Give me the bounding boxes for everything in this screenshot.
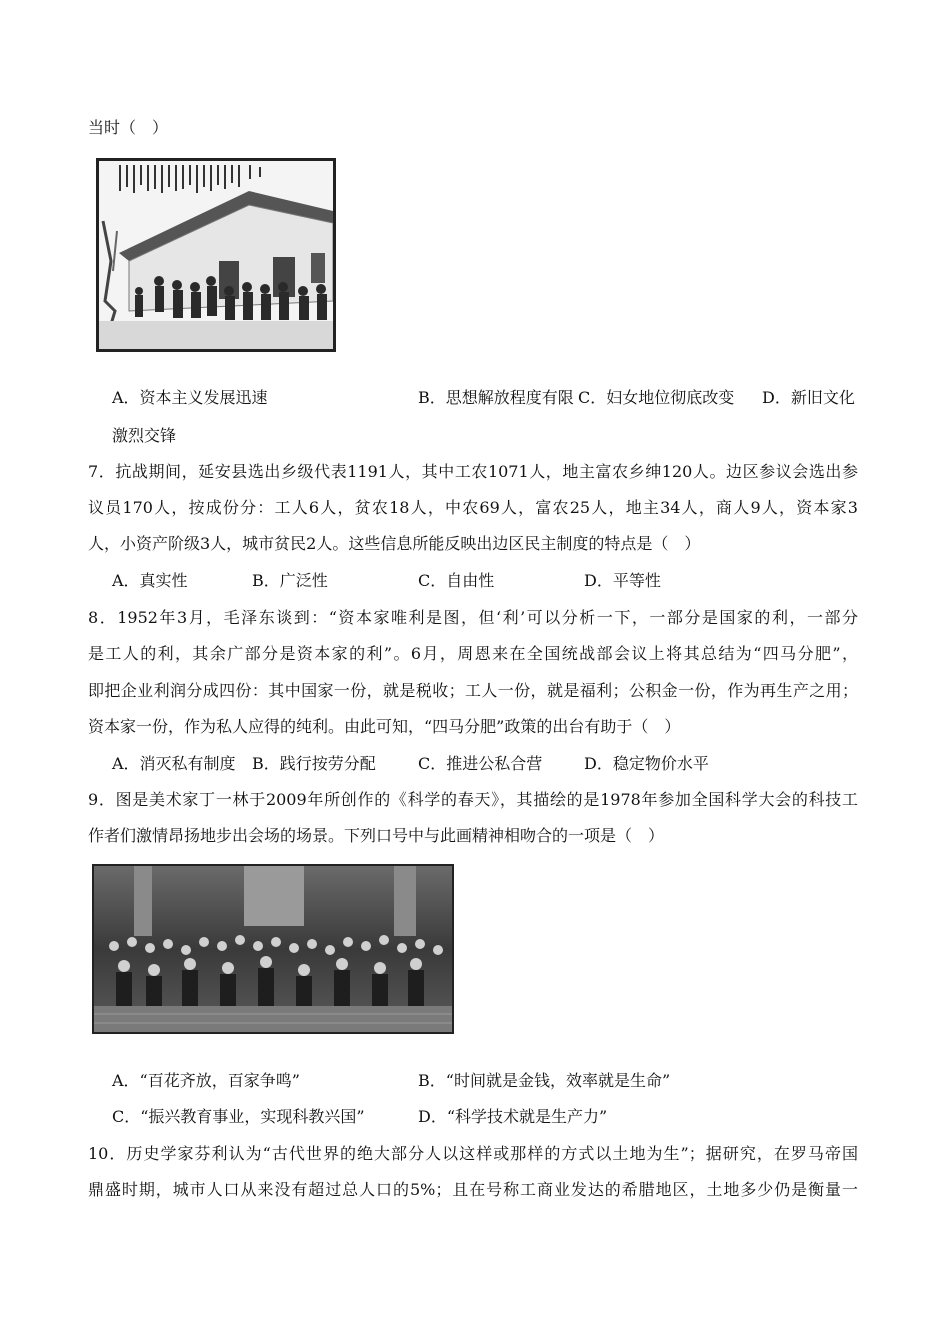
q7-line-3: 人，小资产阶级3人，城市贫民2人。这些信息所能反映出边区民主制度的特点是（ ） xyxy=(88,534,701,553)
q8-line-1: 8．1952年3月，毛泽东谈到：“资本家唯利是图，但‘利’可以分析一下，一部分是国家的利，一部分 xyxy=(88,608,858,627)
q8-line-2: 是工人的利，其余广部分是资本家的利”。6月，周恩来在全国统战部会议上将其总结为“四马分肥”， xyxy=(88,644,858,663)
q10-line-1: 10．历史学家芬利认为“古代世界的绝大部分人以这样或那样的方式以土地为生”；据研究，在罗马帝国 xyxy=(88,1144,858,1163)
q8-option-a[interactable]: A．消灭私有制度 xyxy=(112,754,236,773)
q9-option-c[interactable]: C．“振兴教育事业，实现科教兴国” xyxy=(112,1107,365,1126)
q7-option-a[interactable]: A．真实性 xyxy=(112,571,188,590)
q7-option-d[interactable]: D．平等性 xyxy=(584,571,661,590)
q9-option-b[interactable]: B．“时间就是金钱，效率就是生命” xyxy=(418,1071,671,1090)
q6-option-c[interactable]: C．妇女地位彻底改变 xyxy=(578,388,735,407)
q8-option-b[interactable]: B．践行按劳分配 xyxy=(252,754,376,773)
science-spring-illustration xyxy=(94,866,452,1032)
figure-science-spring-painting xyxy=(92,864,454,1034)
q6-option-d[interactable]: D．新旧文化 xyxy=(762,388,855,407)
q10-line-2: 鼎盛时期，城市人口从来没有超过总人口的5%；且在号称工商业发达的希腊地区，土地多少仍是衡量一 xyxy=(88,1180,858,1199)
q8-option-d[interactable]: D．稳定物价水平 xyxy=(584,754,709,773)
question-6-stem-tail: 当时（ ） xyxy=(88,118,169,137)
q6-option-b[interactable]: B．思想解放程度有限 xyxy=(418,388,574,407)
q8-option-c[interactable]: C．推进公私合营 xyxy=(418,754,543,773)
q6-option-a[interactable]: A．资本主义发展迅速 xyxy=(112,388,268,407)
q7-line-1: 7．抗战期间，延安县选出乡级代表1191人，其中工农1071人，地主富农乡绅120人。边区参议会选出参 xyxy=(88,462,858,481)
q7-line-2: 议员170人，按成份分：工人6人，贫农18人，中农69人，富农25人，地主34人，商人9人，资本家3 xyxy=(88,498,858,517)
q9-line-1: 9．图是美术家丁一林于2009年所创作的《科学的春天》，其描绘的是1978年参加全国科学大会的科技工 xyxy=(88,790,858,809)
q9-option-a[interactable]: A．“百花齐放，百家争鸣” xyxy=(112,1071,300,1090)
q7-option-c[interactable]: C．自由性 xyxy=(418,571,495,590)
street-scene-illustration xyxy=(99,161,333,349)
figure-street-scene-photo xyxy=(96,158,336,352)
q6-option-d-continued: 激烈交锋 xyxy=(112,426,177,445)
q7-option-b[interactable]: B．广泛性 xyxy=(252,571,328,590)
q8-line-4: 资本家一份，作为私人应得的纯利。由此可知，“四马分肥”政策的出台有助于（ ） xyxy=(88,717,681,736)
q9-option-d[interactable]: D．“科学技术就是生产力” xyxy=(418,1107,608,1126)
q8-line-3: 即把企业利润分成四份：其中国家一份，就是税收；工人一份，就是福利；公积金一份，作为再生产之用； xyxy=(88,681,858,700)
q9-line-2: 作者们激情昂扬地步出会场的场景。下列口号中与此画精神相吻合的一项是（ ） xyxy=(88,826,665,845)
